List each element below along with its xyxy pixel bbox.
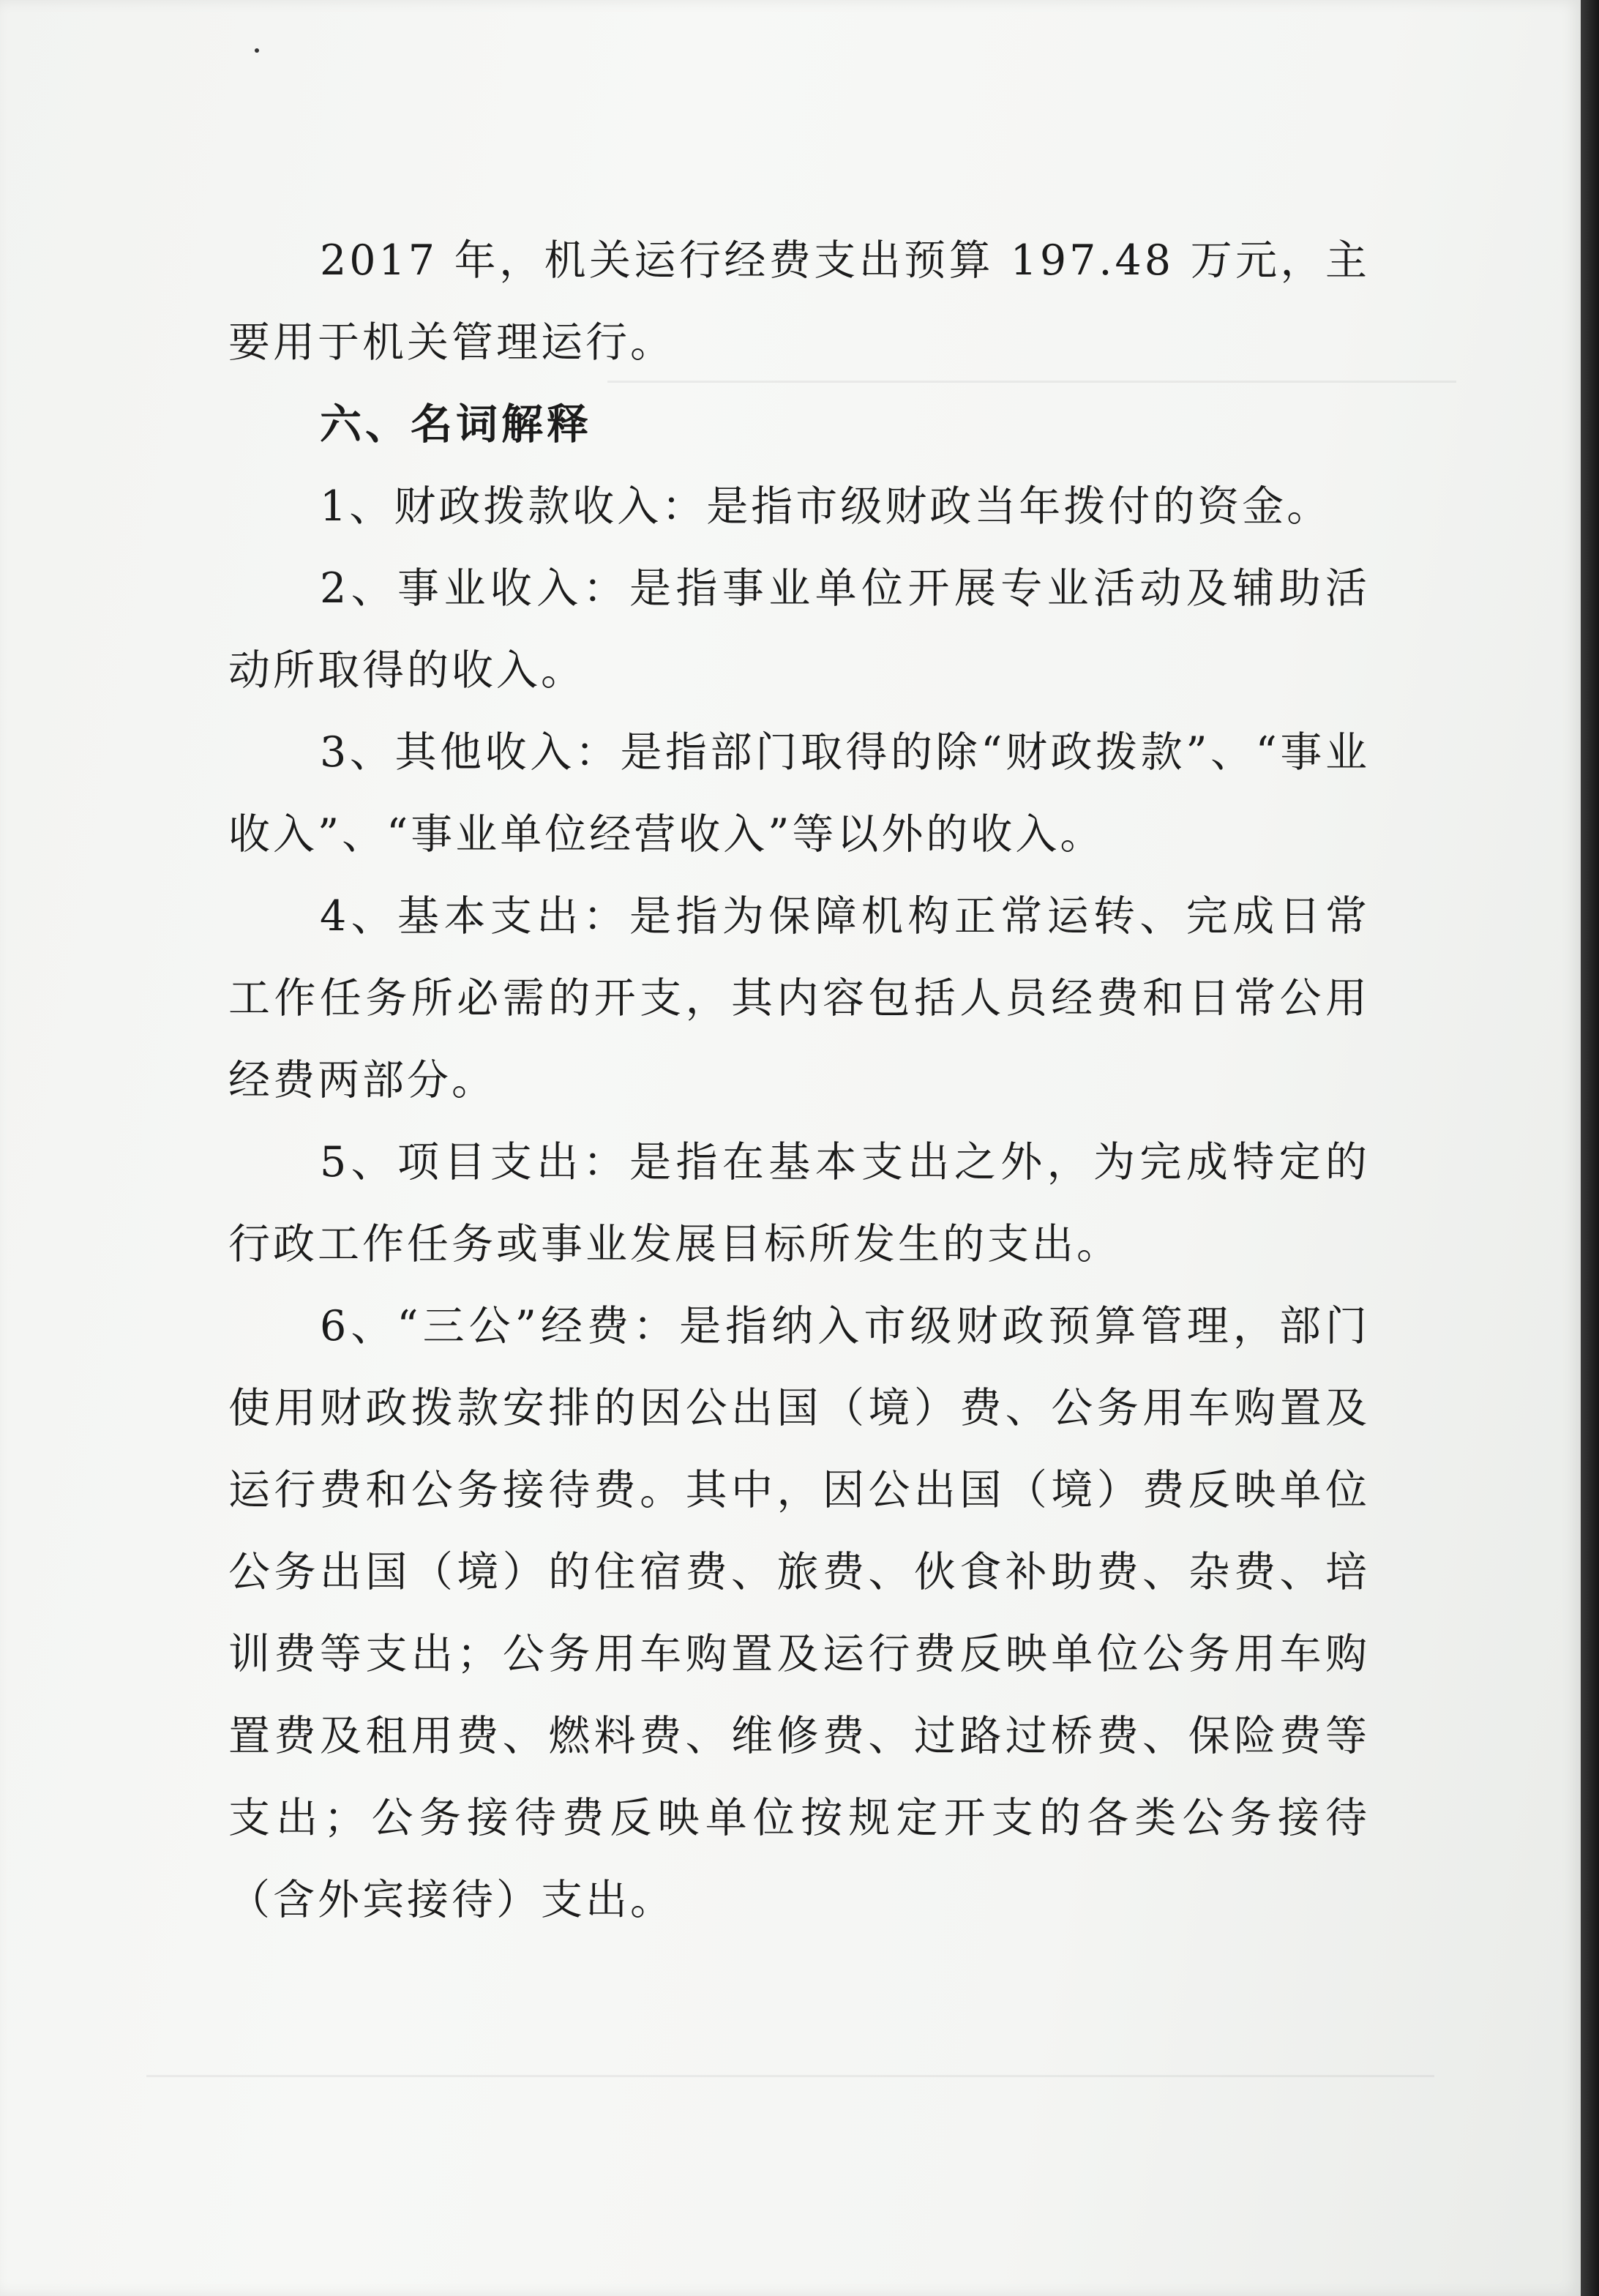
definition-6: 6、“三公”经费：是指纳入市级财政预算管理，部门使用财政拨款安排的因公出国（境）费、公务用车购置及运行费和公务接待费。其中，因公出国（境）费反映单位公务出国（境）的住宿费、旅费、伙食补助费、杂费、培训费等支出；公务用车购置及运行费反映单位公务用车购置费及租用费、燃料费、维修费、过路过桥费、保险费等支出；公务接待费反映单位按规定开支的各类公务接待（含外宾接待）支出。: [228, 1302, 1370, 1924]
definition-1: 1、财政拨款收入：是指市级财政当年拨付的资金。: [320, 482, 1332, 531]
section-title: 六、名词解释: [320, 400, 592, 449]
definition-2: 2、事业收入：是指事业单位开展专业活动及辅助活动所取得的收入。: [228, 564, 1370, 695]
definition-3: 3、其他收入：是指部门取得的除“财政拨款”、“事业收入”、“事业单位经营收入”等以外的收入。: [228, 728, 1370, 859]
definition-5: 5、项目支出：是指在基本支出之外，为完成特定的行政工作任务或事业发展目标所发生的支出。: [228, 1138, 1370, 1268]
ink-dot: [255, 48, 259, 53]
intro-paragraph: 2017 年，机关运行经费支出预算 197.48 万元，主要用于机关管理运行。: [228, 236, 1370, 367]
document-body: [228, 220, 1370, 1941]
page-edge-shadow: [1581, 0, 1599, 2296]
bleed-through-line-bottom: [146, 2075, 1434, 2077]
definition-4: 4、基本支出：是指为保障机构正常运转、完成日常工作任务所必需的开支，其内容包括人员经费和日常公用经费两部分。: [228, 892, 1370, 1104]
